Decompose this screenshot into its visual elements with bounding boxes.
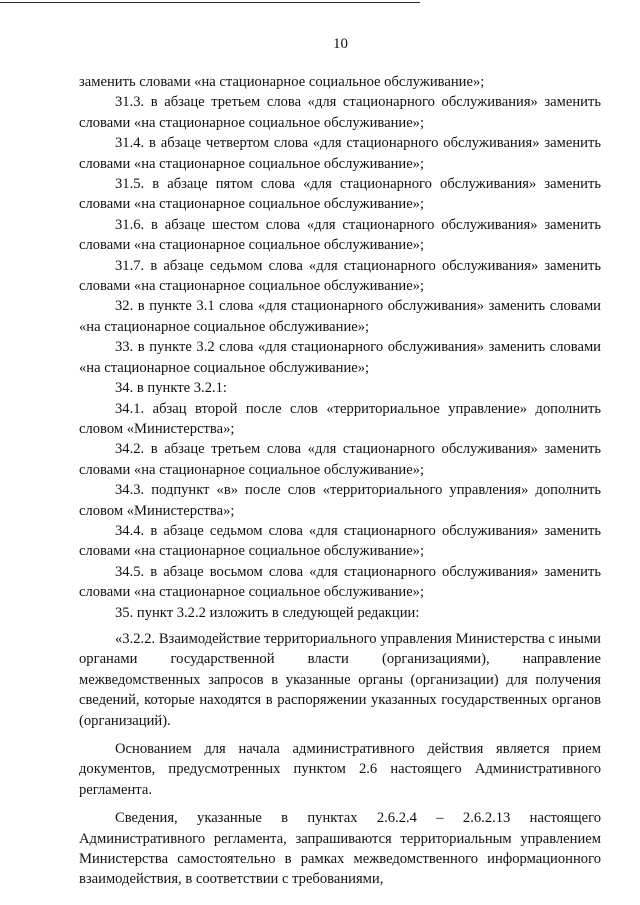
- document-body: [79, 72, 601, 890]
- paragraph-31-3: 31.3. в абзаце третьем слова «для стационарного обслуживания» заменить словами «на стационарное социальное обслуживание»;: [79, 94, 601, 131]
- paragraph-34-3: 34.3. подпункт «в» после слов «территориального управления» дополнить словом «Министерства»;: [79, 482, 601, 519]
- paragraph-34: 34. в пункте 3.2.1:: [115, 380, 227, 397]
- paragraph-3-2-2: «3.2.2. Взаимодействие территориального управления Министерства с иными органами государственной власти (организациями), направление межведомственных запросов в указанные органы (организации) для получения сведений, которые находятся в распоряжении указанных государственных органов (организаций).: [79, 630, 601, 729]
- paragraph-continuation: заменить словами «на стационарное социальное обслуживание»;: [79, 74, 485, 90]
- paragraph-34-4: 34.4. в абзаце седьмом слова «для стационарного обслуживания» заменить словами «на стационарное социальное обслуживание»;: [79, 522, 601, 560]
- paragraph-34-2: 34.2. в абзаце третьем слова «для стационарного обслуживания» заменить словами «на стационарное социальное обслуживание»;: [79, 441, 601, 478]
- paragraph-34-1: 34.1. абзац второй после слов «территориальное управление» дополнить словом «Министерства»;: [79, 400, 601, 437]
- paragraph-31-7: 31.7. в абзаце седьмом слова «для стационарного обслуживания» заменить словами «на стационарное социальное обслуживание»;: [79, 257, 601, 295]
- paragraph-31-4: 31.4. в абзаце четвертом слова «для стационарного обслуживания» заменить словами «на стационарное социальное обслуживание»;: [79, 135, 601, 172]
- paragraph-34-5: 34.5. в абзаце восьмом слова «для стационарного обслуживания» заменить словами «на стационарное социальное обслуживание»;: [79, 563, 601, 601]
- paragraph-31-6: 31.6. в абзаце шестом слова «для стационарного обслуживания» заменить словами «на стационарное социальное обслуживание»;: [79, 216, 601, 254]
- paragraph-35: 35. пункт 3.2.2 изложить в следующей редакции:: [115, 604, 420, 621]
- paragraph-information: Сведения, указанные в пунктах 2.6.2.4 – 2.6.2.13 настоящего Административного регламента, запрашиваются территориальным управлением Министерства самостоятельно в рамках межведомственного информационного взаимодействия, в соответствии с требованиями,: [79, 810, 601, 888]
- paragraph-basis: Основанием для начала административного действия является прием документов, предусмотренных пунктом 2.6 настоящего Административного регламента.: [79, 741, 601, 798]
- paragraph-33: 33. в пункте 3.2 слова «для стационарного обслуживания» заменить словами «на стационарное социальное обслуживание»;: [79, 339, 601, 376]
- paragraph-31-5: 31.5. в абзаце пятом слова «для стационарного обслуживания» заменить словами «на стационарное социальное обслуживание»;: [79, 176, 601, 213]
- paragraph-32: 32. в пункте 3.1 слова «для стационарного обслуживания» заменить словами «на стационарное социальное обслуживание»;: [79, 298, 601, 335]
- page-number: 10: [333, 36, 348, 52]
